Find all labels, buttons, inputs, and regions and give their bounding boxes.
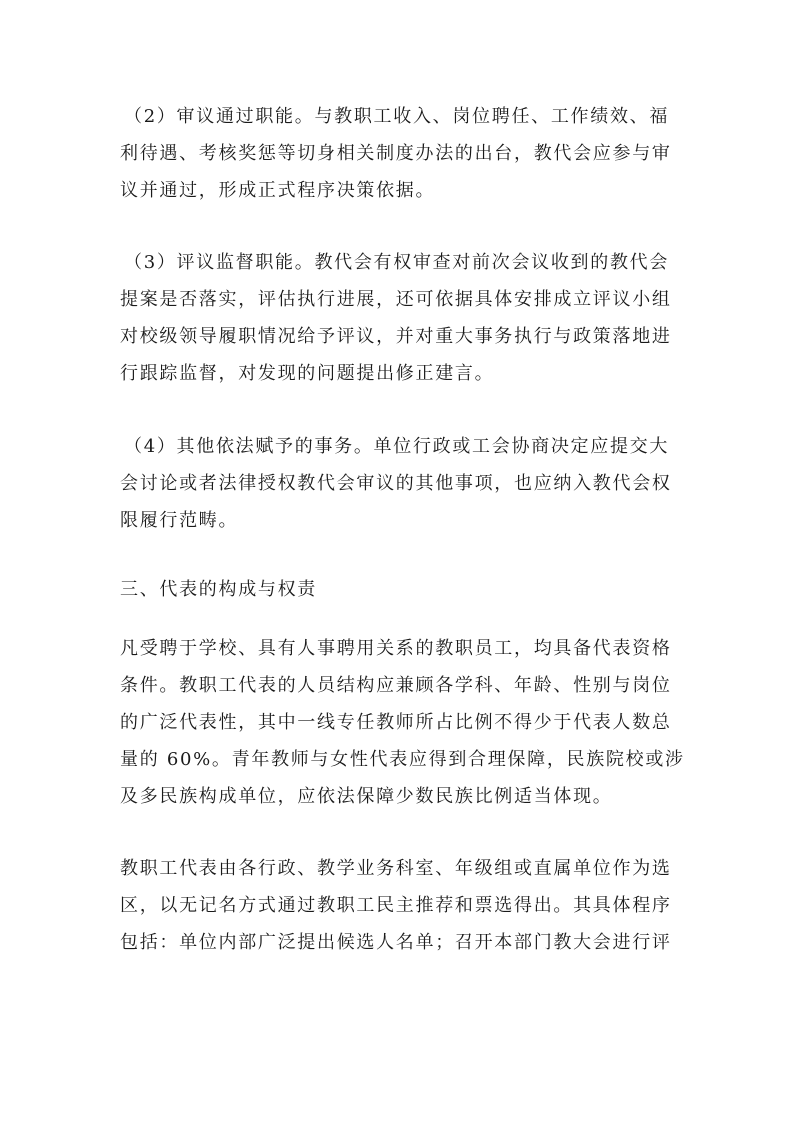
text-line: 提案是否落实，评估执行进展，还可依据具体安排成立评议小组 [120,289,672,310]
paragraph-representatives [120,630,685,815]
section-heading-text: 三、代表的构成与权责 [120,579,317,600]
section-heading [120,571,680,608]
text-line: 条件。教职工代表的人员结构应兼顾各学科、年龄、性别与岗位 [120,675,672,696]
text-line: （3）评议监督职能。教代会有权审查对前次会议收到的教代会 [124,252,670,273]
text-line: 议并通过，形成正式程序决策依据。 [120,180,436,201]
text-line: 利待遇、考核奖惩等切身相关制度办法的出台，教代会应参与审 [120,143,672,164]
text-line: 教职工代表由各行政、教学业务科室、年级组或直属单位作为选 [120,858,672,879]
text-line: 行跟踪监督，对发现的问题提出修正建言。 [120,363,495,384]
text-line: 区，以无记名方式通过教职工民主推荐和票选得出。其具体程序 [120,895,672,916]
text-line: 的广泛代表性，其中一线专任教师所占比例不得少于代表人数总 [120,712,672,733]
text-line: 对校级领导履职情况给予评议，并对重大事务执行与政策落地进 [120,326,672,347]
text-line: 会讨论或者法律授权教代会审议的其他事项，也应纳入教代会权 [120,473,672,494]
text-line: 限履行范畴。 [120,510,239,531]
text-line: 凡受聘于学校、具有人事聘用关系的教职员工，均具备代表资格 [120,638,672,659]
paragraph-election [120,850,680,961]
text-line: 量的 60%。青年教师与女性代表应得到合理保障，民族院校或涉 [120,749,685,770]
text-line: 包括：单位内部广泛提出候选人名单；召开本部门教大会进行评 [120,932,672,953]
paragraph-duty-4 [120,428,680,539]
paragraph-duty-2 [120,98,680,209]
text-line: 及多民族构成单位，应依法保障少数民族比例适当体现。 [120,786,613,807]
paragraph-duty-3 [120,244,680,392]
text-line: （4）其他依法赋予的事务。单位行政或工会协商决定应提交大 [124,436,670,457]
text-line: （2）审议通过职能。与教职工收入、岗位聘任、工作绩效、福 [124,106,670,127]
